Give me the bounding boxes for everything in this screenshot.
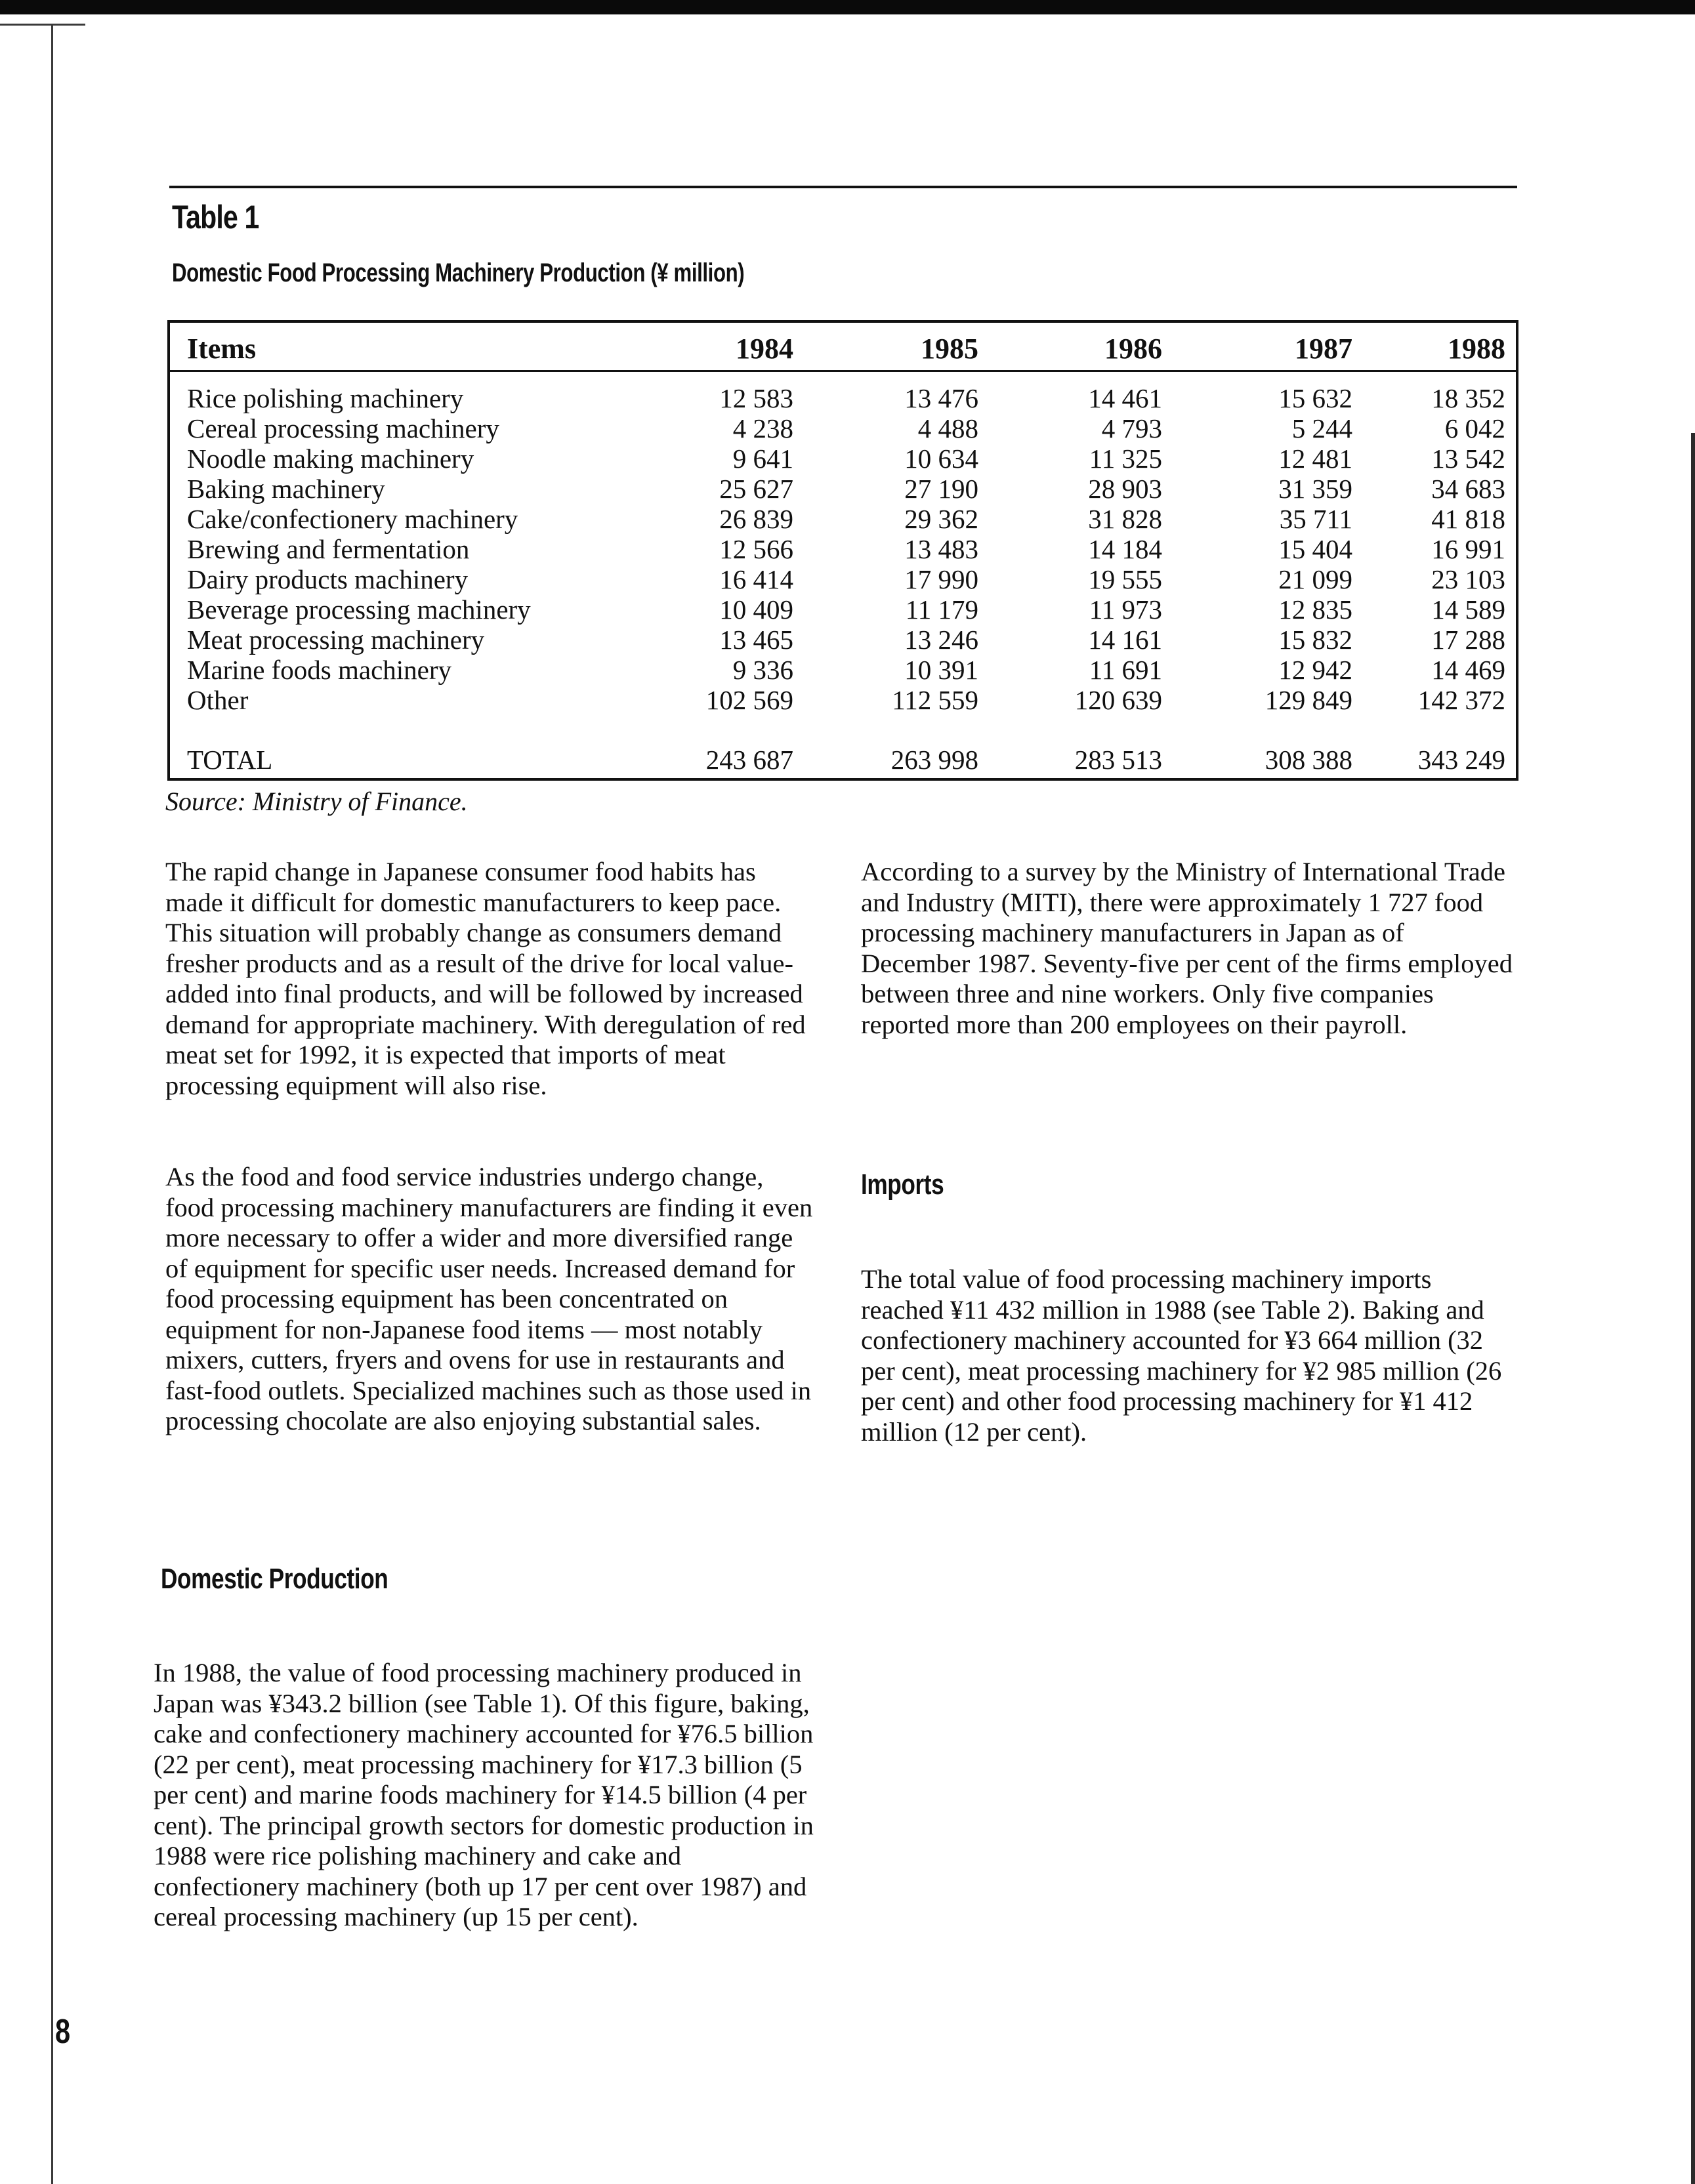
body-paragraph: The rapid change in Japanese consumer food habits has made it difficult for domestic manufacturers to keep pace. This situation will probably change as consumers demand fresher products and as a result of the drive for local value-added into final products, and will be followed by increased demand for appropriate machinery. With deregulation of red meat set for 1992, it is expected that imports of meat processing equipment will also rise.: [165, 857, 806, 1100]
table-row: [170, 533, 1516, 564]
cell-1986: 120 639: [1074, 685, 1162, 715]
row-label: Cake/confectionery machinery: [187, 504, 518, 534]
row-label: Meat processing machinery: [187, 625, 485, 655]
cell-1984: 9 641: [732, 443, 793, 474]
body-paragraph: The total value of food processing machinery imports reached ¥11 432 million in 1988 (see Table 2). Baking and confectionery machinery accounted for ¥3 664 million (32 per cent), meat processing machinery for ¥2 985 million (26 per cent) and other food processing machinery for ¥1 412 million (12 per cent).: [861, 1264, 1502, 1447]
header-1988: 1988: [1448, 333, 1505, 365]
cell-1985: 13 483: [904, 534, 978, 564]
cell-1988: 142 372: [1417, 685, 1505, 715]
cell-1984: 12 583: [719, 383, 793, 413]
cell-1988: 23 103: [1431, 564, 1505, 594]
cell-1988: 17 288: [1431, 625, 1505, 655]
cell-1986: 14 184: [1088, 534, 1162, 564]
table-row: [170, 473, 1516, 503]
cell-1985: 10 634: [904, 443, 978, 474]
cell-1988: 14 469: [1431, 655, 1505, 685]
cell-1984: 12 566: [719, 534, 793, 564]
cell-1988: 16 991: [1431, 534, 1505, 564]
cell-1987: 129 849: [1265, 685, 1352, 715]
cell-1986: 14 161: [1088, 625, 1162, 655]
table-caption: Domestic Food Processing Machinery Production (¥ million): [172, 258, 745, 287]
cell-1984: 9 336: [732, 655, 793, 685]
cell-1988: 13 542: [1431, 443, 1505, 474]
table-total-row: [170, 744, 1516, 774]
row-label: Brewing and fermentation: [187, 534, 470, 564]
cell-1988: 34 683: [1431, 474, 1505, 504]
cell-1986: 11 691: [1089, 655, 1162, 685]
cell-1987: 15 404: [1278, 534, 1352, 564]
table-row: [170, 624, 1516, 654]
table-row: [170, 443, 1516, 473]
header-items: Items: [187, 333, 257, 365]
cell-1984: 25 627: [719, 474, 793, 504]
scan-right-edge: [1691, 433, 1695, 2184]
cell-1987: 31 359: [1278, 474, 1352, 504]
cell-1984: 4 238: [732, 413, 793, 443]
total-1986: 283 513: [1074, 745, 1162, 775]
row-label: Baking machinery: [187, 474, 385, 504]
section-rule: [169, 186, 1517, 188]
scan-left-rule: [51, 24, 53, 2184]
cell-1984: 26 839: [719, 504, 793, 534]
cell-1988: 14 589: [1431, 594, 1505, 625]
total-1988: 343 249: [1417, 745, 1505, 775]
total-1985: 263 998: [890, 745, 978, 775]
table-row: [170, 594, 1516, 624]
production-table: [167, 320, 1518, 781]
cell-1986: 11 973: [1089, 594, 1162, 625]
total-label: TOTAL: [187, 745, 273, 775]
scan-top-border: [0, 0, 1695, 14]
table-row: [170, 503, 1516, 533]
body-paragraph: In 1988, the value of food processing machinery produced in Japan was ¥343.2 billion (see Table 1). Of this figure, baking, cake and confectionery machinery accounted for ¥76.5 billion (22 per cent), meat processing machinery for ¥17.3 billion (5 per cent) and marine foods machinery for ¥14.5 billion (4 per cent). The principal growth sectors for domestic production in 1988 were rice polishing machinery and cake and confectionery machinery (both up 17 per cent over 1987) and cereal processing machinery (up 15 per cent).: [154, 1658, 814, 1931]
cell-1987: 12 481: [1278, 443, 1352, 474]
cell-1985: 4 488: [917, 413, 978, 443]
table-row: [170, 684, 1516, 714]
scan-left-tick: [0, 24, 85, 26]
row-label: Noodle making machinery: [187, 443, 474, 474]
table-label: Table 1: [172, 199, 259, 236]
total-1984: 243 687: [705, 745, 793, 775]
cell-1987: 15 632: [1278, 383, 1352, 413]
cell-1987: 21 099: [1278, 564, 1352, 594]
row-label: Other: [187, 685, 249, 715]
cell-1985: 13 246: [904, 625, 978, 655]
cell-1985: 11 179: [905, 594, 978, 625]
cell-1988: 6 042: [1444, 413, 1505, 443]
cell-1984: 13 465: [719, 625, 793, 655]
header-1985: 1985: [921, 333, 978, 365]
cell-1988: 18 352: [1431, 383, 1505, 413]
row-label: Beverage processing machinery: [187, 594, 531, 625]
page-number: 8: [55, 2013, 71, 2051]
section-heading-domestic-production: Domestic Production: [161, 1563, 388, 1595]
table-row: [170, 413, 1516, 443]
cell-1987: 5 244: [1291, 413, 1352, 443]
cell-1984: 102 569: [705, 685, 793, 715]
row-label: Dairy products machinery: [187, 564, 469, 594]
row-label: Cereal processing machinery: [187, 413, 499, 443]
header-1987: 1987: [1295, 333, 1352, 365]
cell-1986: 14 461: [1088, 383, 1162, 413]
cell-1984: 16 414: [719, 564, 793, 594]
cell-1986: 28 903: [1088, 474, 1162, 504]
cell-1987: 12 942: [1278, 655, 1352, 685]
cell-1988: 41 818: [1431, 504, 1505, 534]
table-row: [170, 382, 1516, 413]
cell-1985: 27 190: [904, 474, 978, 504]
table-source: Source: Ministry of Finance.: [165, 787, 468, 816]
header-1986: 1986: [1104, 333, 1162, 365]
row-label: Marine foods machinery: [187, 655, 452, 685]
cell-1987: 35 711: [1279, 504, 1352, 534]
body-paragraph: As the food and food service industries undergo change, food processing machinery manufacturers are finding it even more necessary to offer a wider and more diversified range of equipment for specific user needs. Increased demand for food processing equipment has been concentrated on equipment for non-Japanese food items — most notably mixers, cutters, fryers and ovens for use in restaurants and fast-food outlets. Specialized machines such as those used in processing chocolate are also enjoying substantial sales.: [165, 1162, 813, 1435]
cell-1985: 10 391: [904, 655, 978, 685]
cell-1986: 4 793: [1101, 413, 1162, 443]
cell-1985: 112 559: [892, 685, 978, 715]
cell-1986: 19 555: [1088, 564, 1162, 594]
cell-1987: 15 832: [1278, 625, 1352, 655]
cell-1985: 17 990: [904, 564, 978, 594]
section-heading-imports: Imports: [861, 1168, 944, 1201]
cell-1986: 11 325: [1089, 443, 1162, 474]
body-paragraph: According to a survey by the Ministry of International Trade and Industry (MITI), there were approximately 1 727 food processing machinery manufacturers in Japan as of December 1987. Seventy-five per cent of the firms employed between three and nine workers. Only five companies reported more than 200 employees on their payroll.: [861, 857, 1513, 1039]
cell-1984: 10 409: [719, 594, 793, 625]
cell-1987: 12 835: [1278, 594, 1352, 625]
header-1984: 1984: [736, 333, 793, 365]
total-1987: 308 388: [1265, 745, 1352, 775]
row-label: Rice polishing machinery: [187, 383, 464, 413]
cell-1986: 31 828: [1088, 504, 1162, 534]
cell-1985: 13 476: [904, 383, 978, 413]
table-header-row: [170, 323, 1516, 372]
cell-1985: 29 362: [904, 504, 978, 534]
table-row: [170, 654, 1516, 684]
table-row: [170, 564, 1516, 594]
